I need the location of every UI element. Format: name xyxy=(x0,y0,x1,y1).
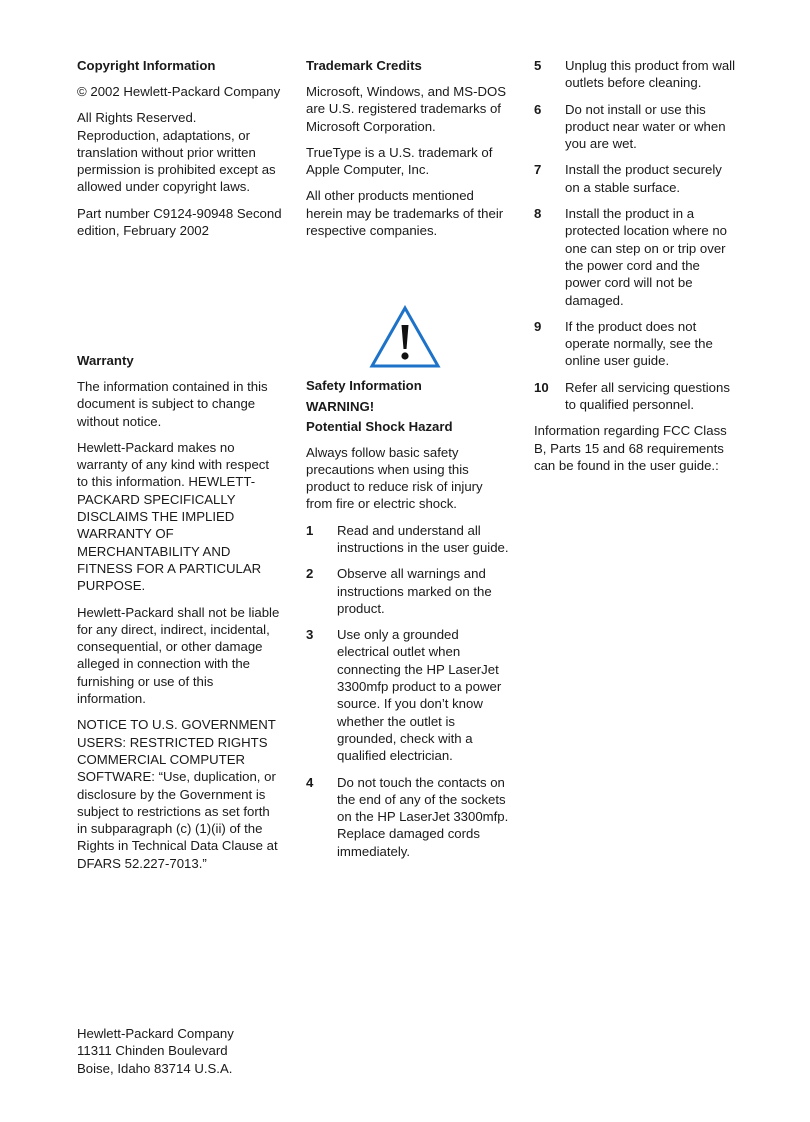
safety-list-item xyxy=(534,161,739,196)
safety-heading: Safety Information xyxy=(306,378,422,393)
address-line-2: 11311 Chinden Boulevard xyxy=(77,1043,228,1059)
safety-list-item xyxy=(534,101,739,153)
trademark-heading: Trademark Credits xyxy=(306,58,422,73)
item-text: Install the product securely on a stable surface. xyxy=(565,162,722,195)
trademark-paragraph-2: TrueType is a U.S. trademark of Apple Computer, Inc. xyxy=(306,144,493,178)
warranty-paragraph-3: Hewlett-Packard shall not be liable for any direct, indirect, incidental, consequential, or other damage alleged in connection with the furnishing or use of this information. xyxy=(77,604,280,707)
item-text: If the product does not operate normally, see the online user guide. xyxy=(565,318,713,369)
address-line-3: Boise, Idaho 83714 U.S.A. xyxy=(77,1060,233,1076)
warning-triangle-icon xyxy=(369,305,441,369)
warning-label: WARNING! xyxy=(306,398,375,414)
warranty-section xyxy=(77,352,282,881)
hazard-label: Potential Shock Hazard xyxy=(306,419,453,434)
fcc-information: Information regarding FCC Class B, Parts 15 and 68 requirements can be found in the user guide.: xyxy=(534,423,727,473)
item-number: 8 xyxy=(534,206,542,222)
part-number-text: Part number C9124-90948 Second edition, February 2002 xyxy=(77,205,282,239)
safety-list xyxy=(306,522,511,860)
item-text: Read and understand all instructions in the user guide. xyxy=(337,522,509,555)
warranty-paragraph-1: The information contained in this document is subject to change without notice. xyxy=(77,379,268,429)
trademark-paragraph-3: All other products mentioned herein may be trademarks of their respective companies. xyxy=(306,188,504,239)
safety-list-item xyxy=(306,774,511,860)
safety-list-item xyxy=(306,565,511,617)
warranty-paragraph-4: NOTICE TO U.S. GOVERNMENT USERS: RESTRICTED RIGHTS COMMERCIAL COMPUTER SOFTWARE: “Use, duplication, or disclosure by the Government is subject to restrictions as set forth in subparagraph (c) (1)(ii) of the Rights in Technical Data Clause at DFARS 52.227-7013.” xyxy=(77,717,278,871)
item-text: Install the product in a protected location where no one can step on or trip over the power cord and the power cord will not be damaged. xyxy=(565,206,728,308)
safety-list xyxy=(534,57,739,413)
address-line-1: Hewlett-Packard Company xyxy=(77,1026,234,1041)
safety-intro: Always follow basic safety precautions when using this product to reduce risk of injury from fire or electric shock. xyxy=(306,444,483,512)
trademark-section xyxy=(306,57,511,248)
item-number: 6 xyxy=(534,101,542,117)
copyright-section xyxy=(77,57,282,248)
safety-list-item xyxy=(534,379,739,414)
item-number: 3 xyxy=(306,627,314,643)
safety-list-continued xyxy=(534,57,739,483)
item-text: Observe all warnings and instructions marked on the product. xyxy=(337,566,492,616)
safety-section xyxy=(306,376,511,869)
safety-list-item xyxy=(534,318,739,370)
item-number: 9 xyxy=(534,318,542,334)
item-number: 1 xyxy=(306,522,314,538)
item-number: 4 xyxy=(306,774,314,790)
trademark-paragraph-1: Microsoft, Windows, and MS-DOS are U.S. registered trademarks of Microsoft Corporation. xyxy=(306,84,507,134)
copyright-heading: Copyright Information xyxy=(77,58,216,73)
item-number: 10 xyxy=(534,379,549,395)
safety-list-item xyxy=(534,205,739,309)
item-text: Do not install or use this product near water or when you are wet. xyxy=(565,101,726,152)
copyright-notice: © 2002 Hewlett-Packard Company xyxy=(77,84,281,99)
safety-list-item xyxy=(306,626,511,764)
safety-list-item xyxy=(534,57,739,92)
rights-reserved-text: All Rights Reserved. Reproduction, adaptations, or translation without prior written permission is prohibited except as allowed under copyright laws. xyxy=(77,110,276,195)
item-number: 2 xyxy=(306,566,314,582)
item-text: Use only a grounded electrical outlet when connecting the HP LaserJet 3300mfp product to a power source. If you don’t know whether the outlet is grounded, check with a qualified electrician. xyxy=(337,627,502,764)
warranty-heading: Warranty xyxy=(77,353,134,368)
warranty-paragraph-2: Hewlett-Packard makes no warranty of any kind with respect to this information. HEWLETT-PACKARD SPECIFICALLY DISCLAIMS THE IMPLIED WARRANTY OF MERCHANTABILITY AND FITNESS FOR A PARTICULAR PURPOSE. xyxy=(77,439,270,594)
item-number: 7 xyxy=(534,162,542,178)
item-text: Unplug this product from wall outlets before cleaning. xyxy=(565,58,736,91)
item-text: Refer all servicing questions to qualified personnel. xyxy=(565,379,730,413)
company-address xyxy=(77,1025,282,1077)
item-number: 5 xyxy=(534,58,542,73)
safety-list-item xyxy=(306,522,511,557)
item-text: Do not touch the contacts on the end of any of the sockets on the HP LaserJet 3300mfp. Replace damaged cords immediately. xyxy=(337,774,509,859)
